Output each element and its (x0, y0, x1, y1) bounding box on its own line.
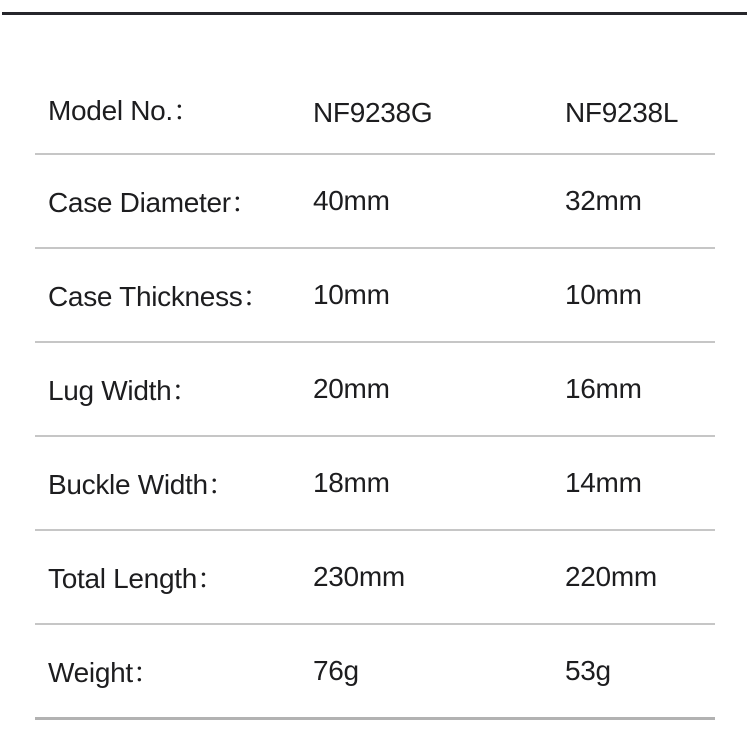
row-value-g: 10mm (313, 279, 390, 310)
row-value-l: 14mm (565, 467, 642, 498)
row-label: Lug Width： (48, 375, 200, 406)
table-row-buckle-width (35, 437, 715, 531)
row-value-l: NF9238L (565, 97, 679, 128)
row-value-l: 10mm (565, 279, 642, 310)
row-value-l: 32mm (565, 185, 642, 216)
row-label: Total Length： (48, 563, 225, 594)
row-value-l: 16mm (565, 373, 642, 404)
row-value-g: 76g (313, 655, 359, 686)
table-row-weight (35, 625, 715, 720)
row-label: Case Diameter： (48, 187, 259, 218)
row-label: Model No.： (48, 95, 201, 126)
row-label: Buckle Width： (48, 469, 236, 500)
row-label: Case Thickness： (48, 281, 271, 312)
row-label: Weight： (48, 657, 161, 688)
row-value-g: NF9238G (313, 97, 433, 128)
row-value-l: 53g (565, 655, 611, 686)
row-value-g: 18mm (313, 467, 390, 498)
table-row-model (35, 15, 715, 155)
row-value-l: 220mm (565, 561, 657, 592)
spec-table (35, 15, 715, 720)
table-row-case-thickness (35, 249, 715, 343)
table-row-lug-width (35, 343, 715, 437)
table-row-total-length (35, 531, 715, 625)
row-value-g: 230mm (313, 561, 405, 592)
row-value-g: 20mm (313, 373, 390, 404)
table-row-case-diameter (35, 155, 715, 249)
row-value-g: 40mm (313, 185, 390, 216)
